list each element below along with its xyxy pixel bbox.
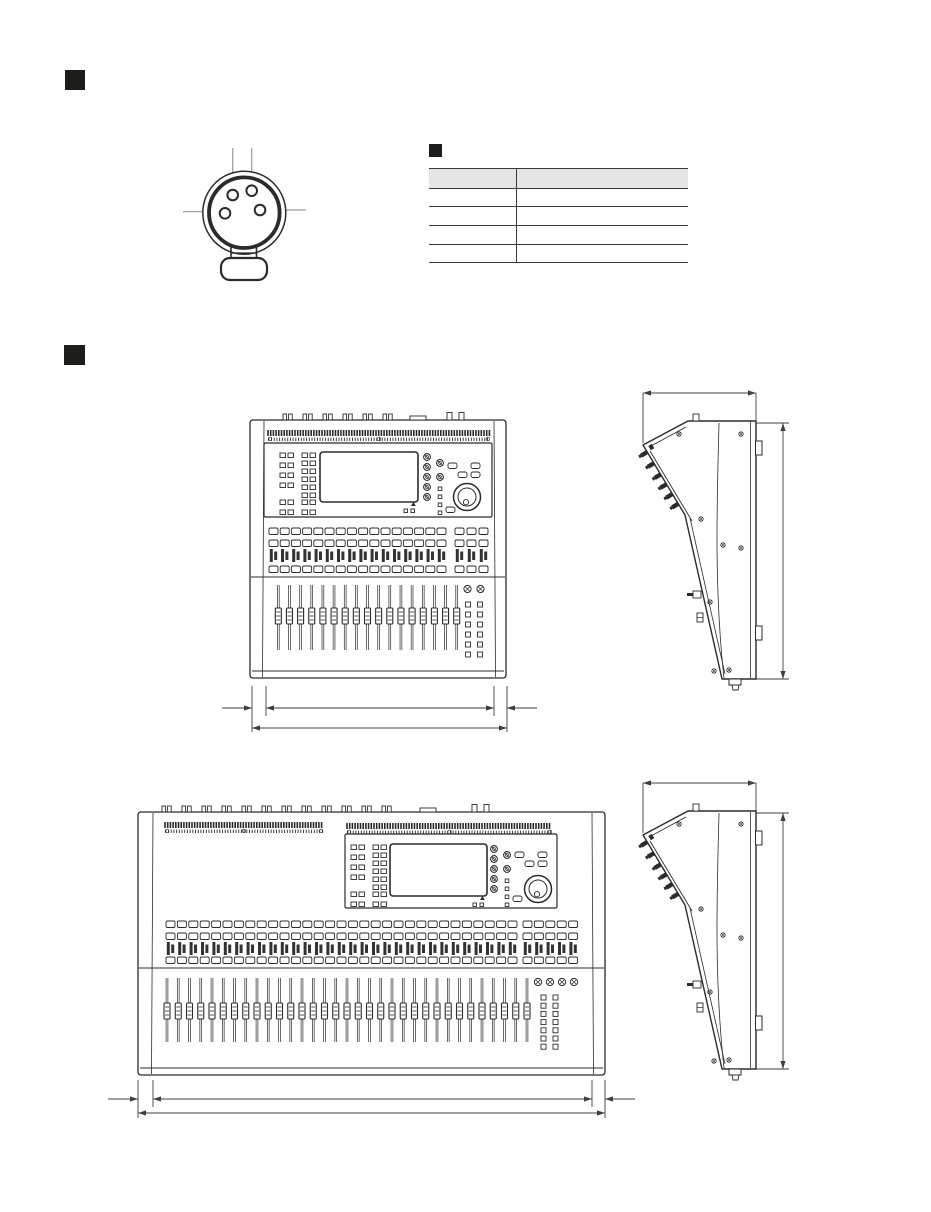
- fader: [353, 585, 359, 650]
- fader: [387, 585, 393, 650]
- table-cell: [429, 169, 516, 188]
- fader: [209, 978, 215, 1042]
- right-button-grid: [466, 602, 483, 657]
- table-cell: [516, 207, 688, 225]
- fader: [502, 978, 508, 1042]
- section-marker-1: [65, 70, 85, 90]
- 4-pin-connector-figure: [180, 140, 310, 290]
- fader: [342, 585, 348, 650]
- connector-body: [203, 171, 286, 254]
- rear-connector-bumps: [162, 805, 489, 813]
- fader: [298, 585, 304, 650]
- fader: [265, 978, 271, 1042]
- fader: [309, 585, 315, 650]
- fader: [365, 585, 371, 650]
- table-section-marker: [429, 144, 442, 157]
- monitor-knobs: [464, 585, 484, 592]
- fader: [355, 978, 361, 1042]
- spec-table: [429, 168, 688, 263]
- fader: [513, 978, 519, 1042]
- monitor-knobs: [534, 978, 577, 985]
- fader: [320, 585, 326, 650]
- fader: [310, 978, 316, 1042]
- fader: [220, 978, 226, 1042]
- console-body: [138, 812, 605, 1075]
- fader: [400, 978, 406, 1042]
- fader: [398, 585, 404, 650]
- panel-knobs: [491, 846, 511, 907]
- fader: [431, 585, 437, 650]
- fader: [198, 978, 204, 1042]
- table-cell: [429, 207, 516, 225]
- fader: [524, 978, 530, 1042]
- table-cell: [429, 226, 516, 244]
- fader: [457, 978, 463, 1042]
- fader: [434, 978, 440, 1042]
- fader: [322, 978, 328, 1042]
- fader: [378, 978, 384, 1042]
- fader: [277, 978, 283, 1042]
- compact-mixer-side-view: [617, 383, 797, 695]
- fader: [423, 978, 429, 1042]
- fader: [376, 585, 382, 650]
- channel-button-rows: [269, 528, 488, 573]
- fader: [420, 585, 426, 650]
- table-header-row: [429, 169, 688, 189]
- button-grids: [351, 845, 387, 907]
- fader: [344, 978, 350, 1042]
- fader: [275, 585, 281, 650]
- fader: [490, 978, 496, 1042]
- fader: [331, 585, 337, 650]
- fader: [243, 978, 249, 1042]
- right-button-grid: [541, 995, 558, 1049]
- table-cell: [429, 245, 516, 262]
- large-mixer-front-view: [100, 795, 645, 1130]
- table-column-divider: [516, 169, 517, 262]
- dimension-lines: [108, 1080, 635, 1118]
- fader: [175, 978, 181, 1042]
- fader: [468, 978, 474, 1042]
- fader: [299, 978, 305, 1042]
- panel-knobs: [424, 454, 444, 515]
- fader: [454, 585, 460, 650]
- data-wheel: [454, 484, 481, 511]
- rear-connector-bumps: [283, 413, 464, 421]
- display-screen: [390, 844, 487, 907]
- fader: [367, 978, 373, 1042]
- fader: [164, 978, 170, 1042]
- display-screen: [320, 452, 418, 513]
- fader: [187, 978, 193, 1042]
- meter-strip: [165, 822, 552, 834]
- fader: [479, 978, 485, 1042]
- section-marker-2: [64, 345, 85, 365]
- fader-bank: [275, 585, 459, 650]
- fader: [389, 978, 395, 1042]
- fader-bank: [164, 978, 530, 1042]
- large-mixer-side-view: [617, 773, 797, 1085]
- fader: [445, 978, 451, 1042]
- table-cell: [516, 245, 688, 262]
- table-row: [429, 226, 688, 245]
- table-cell: [516, 189, 688, 206]
- fader: [333, 978, 339, 1042]
- button-grids: [280, 453, 316, 515]
- fader: [254, 978, 260, 1042]
- fader: [412, 978, 418, 1042]
- fader: [443, 585, 449, 650]
- table-cell: [516, 226, 688, 244]
- data-wheel: [525, 876, 552, 903]
- channel-button-rows: [166, 921, 578, 964]
- fader: [409, 585, 415, 650]
- dimension-lines: [222, 686, 537, 732]
- meter-strip: [268, 430, 490, 441]
- table-row: [429, 207, 688, 226]
- table-cell: [516, 169, 688, 188]
- fader: [286, 585, 292, 650]
- table-cell: [429, 189, 516, 206]
- fader: [232, 978, 238, 1042]
- table-row: [429, 245, 688, 262]
- fader: [288, 978, 294, 1042]
- table-row: [429, 189, 688, 207]
- compact-mixer-front-view: [210, 410, 540, 740]
